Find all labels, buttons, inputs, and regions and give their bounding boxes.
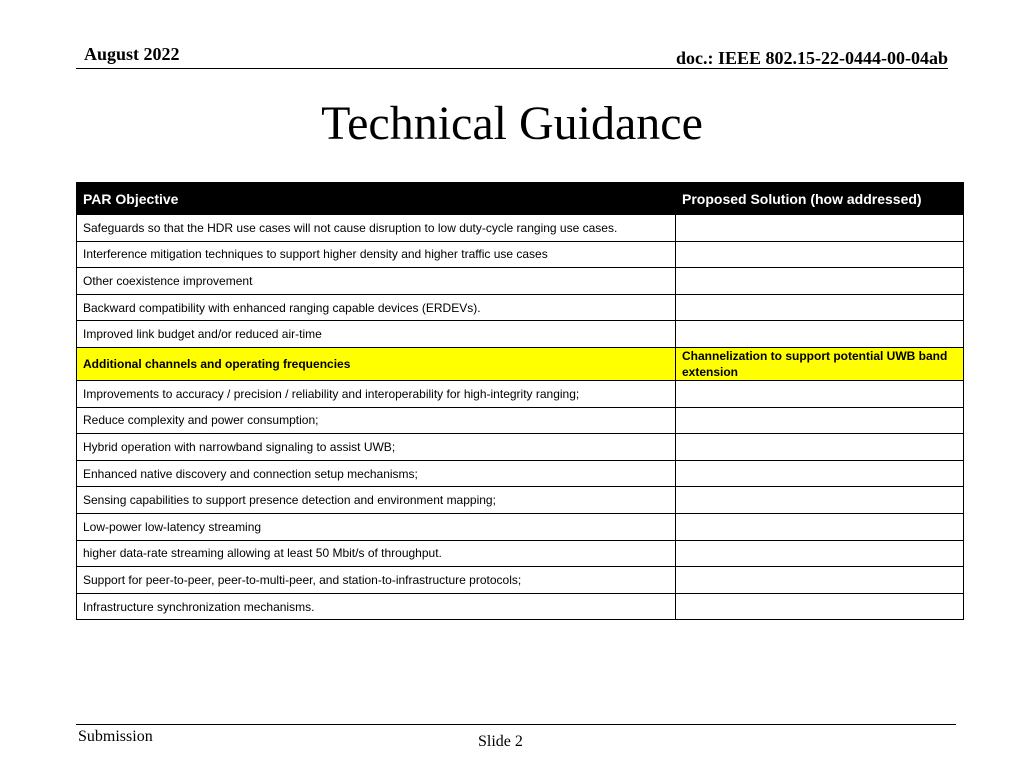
footer-slide-number: Slide 2 (478, 733, 523, 750)
slide-title: Technical Guidance (321, 97, 703, 150)
solution-cell (676, 215, 964, 242)
table-row (77, 540, 964, 567)
table-row (77, 321, 964, 348)
objective-cell: Support for peer-to-peer, peer-to-multi-peer, and station-to-infrastructure protocols; (77, 567, 676, 594)
solution-cell (676, 407, 964, 434)
objective-cell: Safeguards so that the HDR use cases will not cause disruption to low duty-cycle ranging use cases. (77, 215, 676, 242)
table-row (77, 268, 964, 295)
table-row (77, 407, 964, 434)
table-row (77, 593, 964, 620)
objective-cell: Backward compatibility with enhanced ranging capable devices (ERDEVs). (77, 294, 676, 321)
table-row (77, 347, 964, 380)
column-header-objective: PAR Objective (77, 183, 676, 215)
table-row (77, 215, 964, 242)
table-row (77, 294, 964, 321)
objective-cell: Improvements to accuracy / precision / reliability and interoperability for high-integrity ranging; (77, 380, 676, 407)
objective-cell: Sensing capabilities to support presence detection and environment mapping; (77, 487, 676, 514)
footer-divider (76, 724, 956, 725)
footer-submission: Submission (78, 728, 153, 745)
table-row (77, 380, 964, 407)
objective-cell: higher data-rate streaming allowing at least 50 Mbit/s of throughput. (77, 540, 676, 567)
objective-cell: Improved link budget and/or reduced air-time (77, 321, 676, 348)
table-row (77, 460, 964, 487)
table-body (77, 215, 964, 620)
solution-cell (676, 321, 964, 348)
solution-cell (676, 380, 964, 407)
solution-cell (676, 567, 964, 594)
objective-cell: Other coexistence improvement (77, 268, 676, 295)
objective-cell: Interference mitigation techniques to support higher density and higher traffic use cases (77, 241, 676, 268)
solution-cell (676, 268, 964, 295)
guidance-table (76, 182, 964, 620)
table-row (77, 513, 964, 540)
solution-cell (676, 513, 964, 540)
column-header-solution: Proposed Solution (how addressed) (676, 183, 964, 215)
objective-cell: Enhanced native discovery and connection setup mechanisms; (77, 460, 676, 487)
solution-cell (676, 540, 964, 567)
solution-cell (676, 487, 964, 514)
table-row (77, 241, 964, 268)
objective-cell: Infrastructure synchronization mechanisms. (77, 593, 676, 620)
solution-cell: Channelization to support potential UWB band extension (676, 347, 964, 380)
solution-cell (676, 241, 964, 268)
objective-cell: Additional channels and operating frequencies (77, 347, 676, 380)
table-row (77, 567, 964, 594)
header-divider (76, 68, 948, 69)
objective-cell: Reduce complexity and power consumption; (77, 407, 676, 434)
solution-cell (676, 294, 964, 321)
objective-cell: Low-power low-latency streaming (77, 513, 676, 540)
table-header-row (77, 183, 964, 215)
header-doc-id: doc.: IEEE 802.15-22-0444-00-04ab (675, 48, 948, 68)
solution-cell (676, 434, 964, 461)
objective-cell: Hybrid operation with narrowband signaling to assist UWB; (77, 434, 676, 461)
table-row (77, 487, 964, 514)
solution-cell (676, 460, 964, 487)
solution-cell (676, 593, 964, 620)
header-date: August 2022 (84, 44, 180, 64)
table-row (77, 434, 964, 461)
